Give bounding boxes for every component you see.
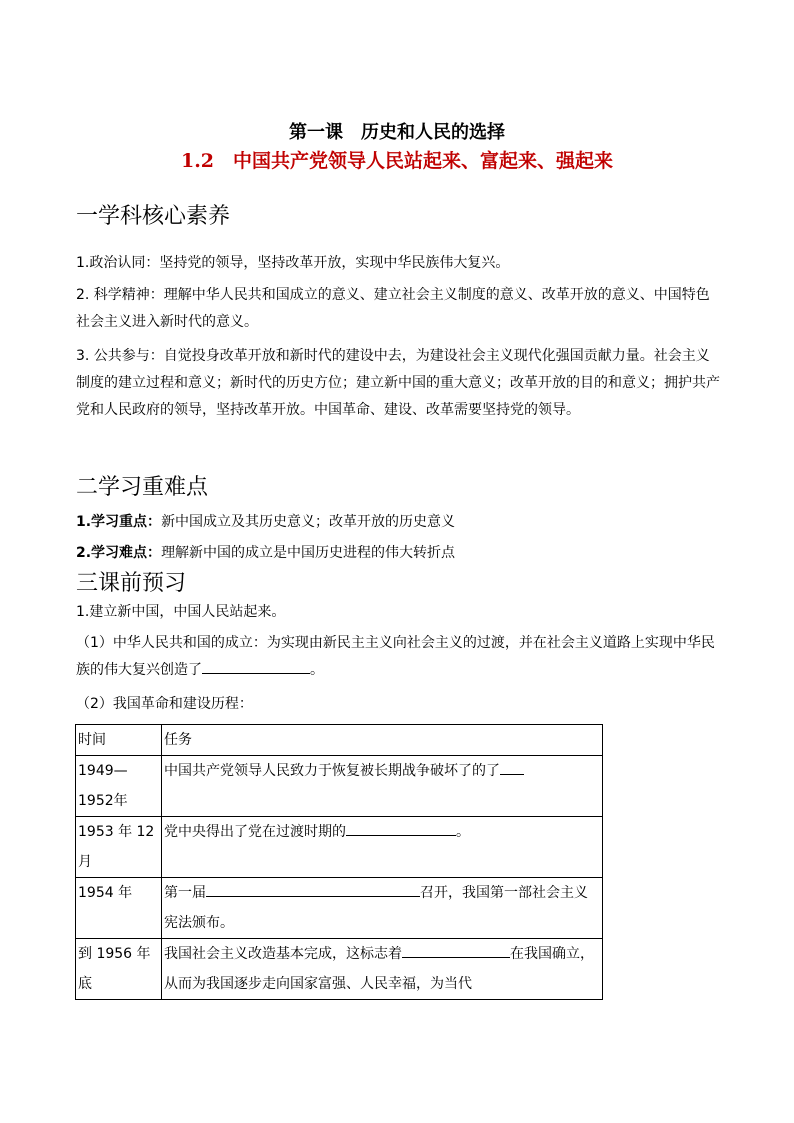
header-task: 任务 — [162, 725, 603, 756]
table-row — [76, 756, 603, 817]
core-literacy-item-1: 1.政治认同：坚持党的领导，坚持改革开放，实现中华民族伟大复兴。 — [76, 255, 510, 271]
task-text: 党中央得出了党在过渡时期的 — [164, 824, 346, 840]
table-row — [76, 939, 603, 1000]
fill-blank[interactable] — [346, 821, 456, 836]
fill-blank[interactable] — [202, 659, 310, 674]
section-heading-core-literacy: 一学科核心素养 — [76, 204, 231, 229]
question-1-text: （1）中华人民共和国的成立：为实现由新民主主义向社会主义的过渡，并在社会主义道路上实现中华民族的伟大复兴创造了 — [76, 635, 715, 678]
table-row — [76, 817, 603, 878]
difficult-point — [76, 540, 721, 567]
task-text: 中国共产党领导人民致力于恢复被长期战争破坏了的了 — [164, 763, 500, 779]
preview-item-1: 1.建立新中国，中国人民站起来。 — [76, 604, 286, 620]
difficult-point-text: 理解新中国的成立是中国历史进程的伟大转折点 — [161, 545, 456, 561]
task-text: 我国社会主义改造基本完成，这标志着 — [164, 946, 402, 962]
task-text: 第一届 — [164, 885, 206, 901]
question-1-end: 。 — [310, 662, 324, 678]
key-point — [76, 509, 721, 536]
task-text-end: 在我国确立，从而为我国逐步走向国家富强、人民幸福，为当代 — [164, 946, 594, 992]
task-text-end: 召开，我国第一部社会主义宪法颁布。 — [164, 885, 588, 931]
key-point-text: 新中国成立及其历史意义；改革开放的历史意义 — [161, 514, 456, 530]
fill-blank[interactable] — [206, 882, 420, 897]
preview-question-2: （2）我国革命和建设历程： — [76, 696, 253, 712]
key-point-label: 1.学习重点： — [76, 514, 162, 530]
core-literacy-item-2: 2. 科学精神：理解中华人民共和国成立的意义、建立社会主义制度的意义、改革开放的意义、中国特色社会主义进入新时代的意义。 — [76, 287, 710, 330]
history-table — [75, 724, 603, 1000]
row-task — [162, 817, 603, 878]
fill-blank[interactable] — [500, 760, 524, 775]
row-task — [162, 878, 603, 939]
lesson-subtitle: 1.2 中国共产党领导人民站起来、富起来、强起来 — [180, 150, 614, 172]
row-time: 1949—1952年 — [76, 756, 162, 817]
lesson-title: 第一课 历史和人民的选择 — [289, 122, 505, 143]
row-time: 1953 年 12 月 — [76, 817, 162, 878]
difficult-point-label: 2.学习难点： — [76, 545, 162, 561]
header-time: 时间 — [76, 725, 162, 756]
section-heading-key-points: 二学习重难点 — [76, 475, 209, 500]
preview-question-1 — [76, 630, 721, 684]
core-literacy-item-3: 3. 公共参与：自觉投身改革开放和新时代的建设中去，为建设社会主义现代化强国贡献力量。社会主义制度的建立过程和意义；新时代的历史方位；建立新中国的重大意义；改革开放的目的和意义；拥护共产党和人民政府的领导，坚持改革开放。中国革命、建设、改革需要坚持党的领导。 — [76, 348, 720, 418]
section-heading-preview: 三课前预习 — [76, 571, 187, 596]
row-task — [162, 756, 603, 817]
table-header-row — [76, 725, 603, 756]
row-task — [162, 939, 603, 1000]
row-time: 到 1956 年底 — [76, 939, 162, 1000]
table-row — [76, 878, 603, 939]
fill-blank[interactable] — [402, 943, 510, 958]
row-time: 1954 年 — [76, 878, 162, 939]
task-text-end: 。 — [456, 824, 470, 840]
